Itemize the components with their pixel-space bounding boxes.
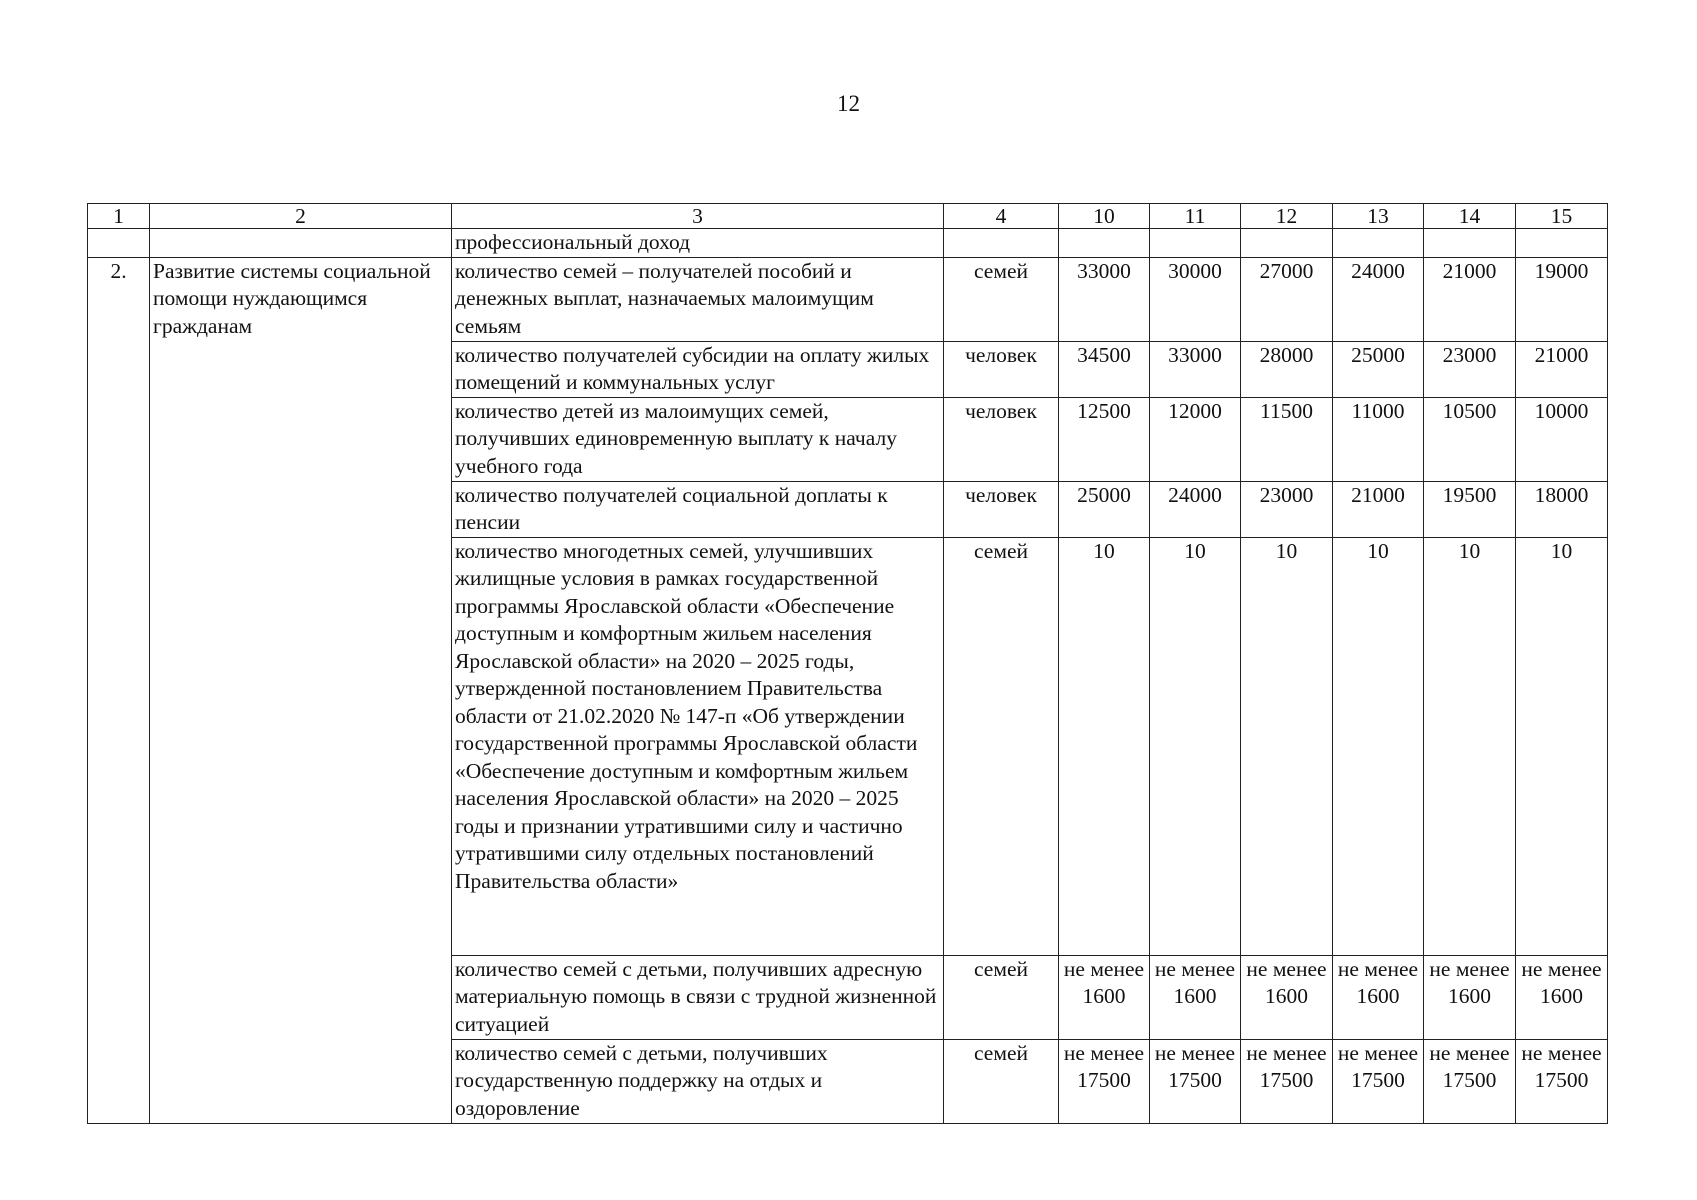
value-cell: не менее 1600 (1516, 955, 1608, 1039)
value-cell: 12500 (1059, 397, 1150, 481)
value-cell: 10 (1333, 537, 1424, 955)
value-cell: не менее 1600 (1333, 955, 1424, 1039)
continuation-text: профессиональный доход (452, 229, 944, 258)
header-cell: 13 (1333, 204, 1424, 229)
indicator-cell: количество получателей субсидии на оплату жилых помещений и коммунальных услуг (452, 341, 944, 397)
value-cell: 10 (1150, 537, 1241, 955)
empty-cell (944, 229, 1059, 258)
indicators-table (87, 203, 1608, 1124)
value-cell: 10 (1516, 537, 1608, 955)
header-cell: 14 (1424, 204, 1516, 229)
value-cell: 33000 (1059, 257, 1150, 341)
value-cell: не менее 1600 (1059, 955, 1150, 1039)
section-name: Развитие системы социальной помощи нуждающимся гражданам (150, 257, 452, 1123)
indicator-cell: количество получателей социальной доплаты к пенсии (452, 481, 944, 537)
value-cell: 10 (1424, 537, 1516, 955)
value-cell: 28000 (1241, 341, 1333, 397)
value-cell: 12000 (1150, 397, 1241, 481)
value-cell: 10500 (1424, 397, 1516, 481)
table-row (88, 257, 1608, 341)
unit-cell: семей (944, 257, 1059, 341)
continuation-row (88, 229, 1608, 258)
indicator-cell: количество детей из малоимущих семей, получивших единовременную выплату к началу учебного года (452, 397, 944, 481)
value-cell: 24000 (1333, 257, 1424, 341)
value-cell: 19500 (1424, 481, 1516, 537)
value-cell: не менее 1600 (1150, 955, 1241, 1039)
empty-cell (1516, 229, 1608, 258)
indicator-cell: количество многодетных семей, улучшивших жилищные условия в рамках государственной программы Ярославской области «Обеспечение доступным и комфортным жильем населения Ярославской области» на 2020 – 2025 годы, утвержденной постановлением Правительства области от 21.02.2020 № 147-п «Об утверждении государственной программы Ярославской области «Обеспечение доступным и комфортным жильем населения Ярославской области» на 2020 – 2025 годы и признании утратившими силу и частично утратившими силу отдельных постановлений Правительства области» (452, 537, 944, 955)
value-cell: не менее 17500 (1059, 1039, 1150, 1123)
value-cell: 10000 (1516, 397, 1608, 481)
value-cell: 27000 (1241, 257, 1333, 341)
value-cell: 10 (1241, 537, 1333, 955)
header-cell: 3 (452, 204, 944, 229)
value-cell: 33000 (1150, 341, 1241, 397)
section-number: 2. (88, 257, 150, 1123)
value-cell: 10 (1059, 537, 1150, 955)
unit-cell: семей (944, 537, 1059, 955)
empty-cell (150, 229, 452, 258)
unit-cell: семей (944, 955, 1059, 1039)
unit-cell: человек (944, 341, 1059, 397)
empty-cell (1150, 229, 1241, 258)
unit-cell: семей (944, 1039, 1059, 1123)
value-cell: не менее 17500 (1424, 1039, 1516, 1123)
header-cell: 2 (150, 204, 452, 229)
value-cell: 23000 (1424, 341, 1516, 397)
header-cell: 11 (1150, 204, 1241, 229)
value-cell: не менее 17500 (1241, 1039, 1333, 1123)
header-cell: 4 (944, 204, 1059, 229)
empty-cell (1333, 229, 1424, 258)
unit-cell: человек (944, 481, 1059, 537)
value-cell: не менее 17500 (1333, 1039, 1424, 1123)
value-cell: не менее 17500 (1150, 1039, 1241, 1123)
indicator-cell: количество семей – получателей пособий и денежных выплат, назначаемых малоимущим семьям (452, 257, 944, 341)
header-cell: 12 (1241, 204, 1333, 229)
page-number: 12 (837, 91, 860, 116)
indicator-cell: количество семей с детьми, получивших адресную материальную помощь в связи с трудной жизненной ситуацией (452, 955, 944, 1039)
value-cell: 11000 (1333, 397, 1424, 481)
value-cell: 19000 (1516, 257, 1608, 341)
empty-cell (1241, 229, 1333, 258)
header-cell: 15 (1516, 204, 1608, 229)
value-cell: 24000 (1150, 481, 1241, 537)
value-cell: 23000 (1241, 481, 1333, 537)
value-cell: 25000 (1059, 481, 1150, 537)
empty-cell (88, 229, 150, 258)
value-cell: 21000 (1333, 481, 1424, 537)
value-cell: 21000 (1424, 257, 1516, 341)
header-cell: 1 (88, 204, 150, 229)
value-cell: не менее 1600 (1424, 955, 1516, 1039)
indicator-cell: количество семей с детьми, получивших государственную поддержку на отдых и оздоровление (452, 1039, 944, 1123)
value-cell: 30000 (1150, 257, 1241, 341)
header-cell: 10 (1059, 204, 1150, 229)
empty-cell (1424, 229, 1516, 258)
value-cell: 34500 (1059, 341, 1150, 397)
value-cell: 11500 (1241, 397, 1333, 481)
empty-cell (1059, 229, 1150, 258)
value-cell: не менее 17500 (1516, 1039, 1608, 1123)
unit-cell: человек (944, 397, 1059, 481)
value-cell: 25000 (1333, 341, 1424, 397)
value-cell: 18000 (1516, 481, 1608, 537)
value-cell: 21000 (1516, 341, 1608, 397)
value-cell: не менее 1600 (1241, 955, 1333, 1039)
header-row (88, 204, 1608, 229)
